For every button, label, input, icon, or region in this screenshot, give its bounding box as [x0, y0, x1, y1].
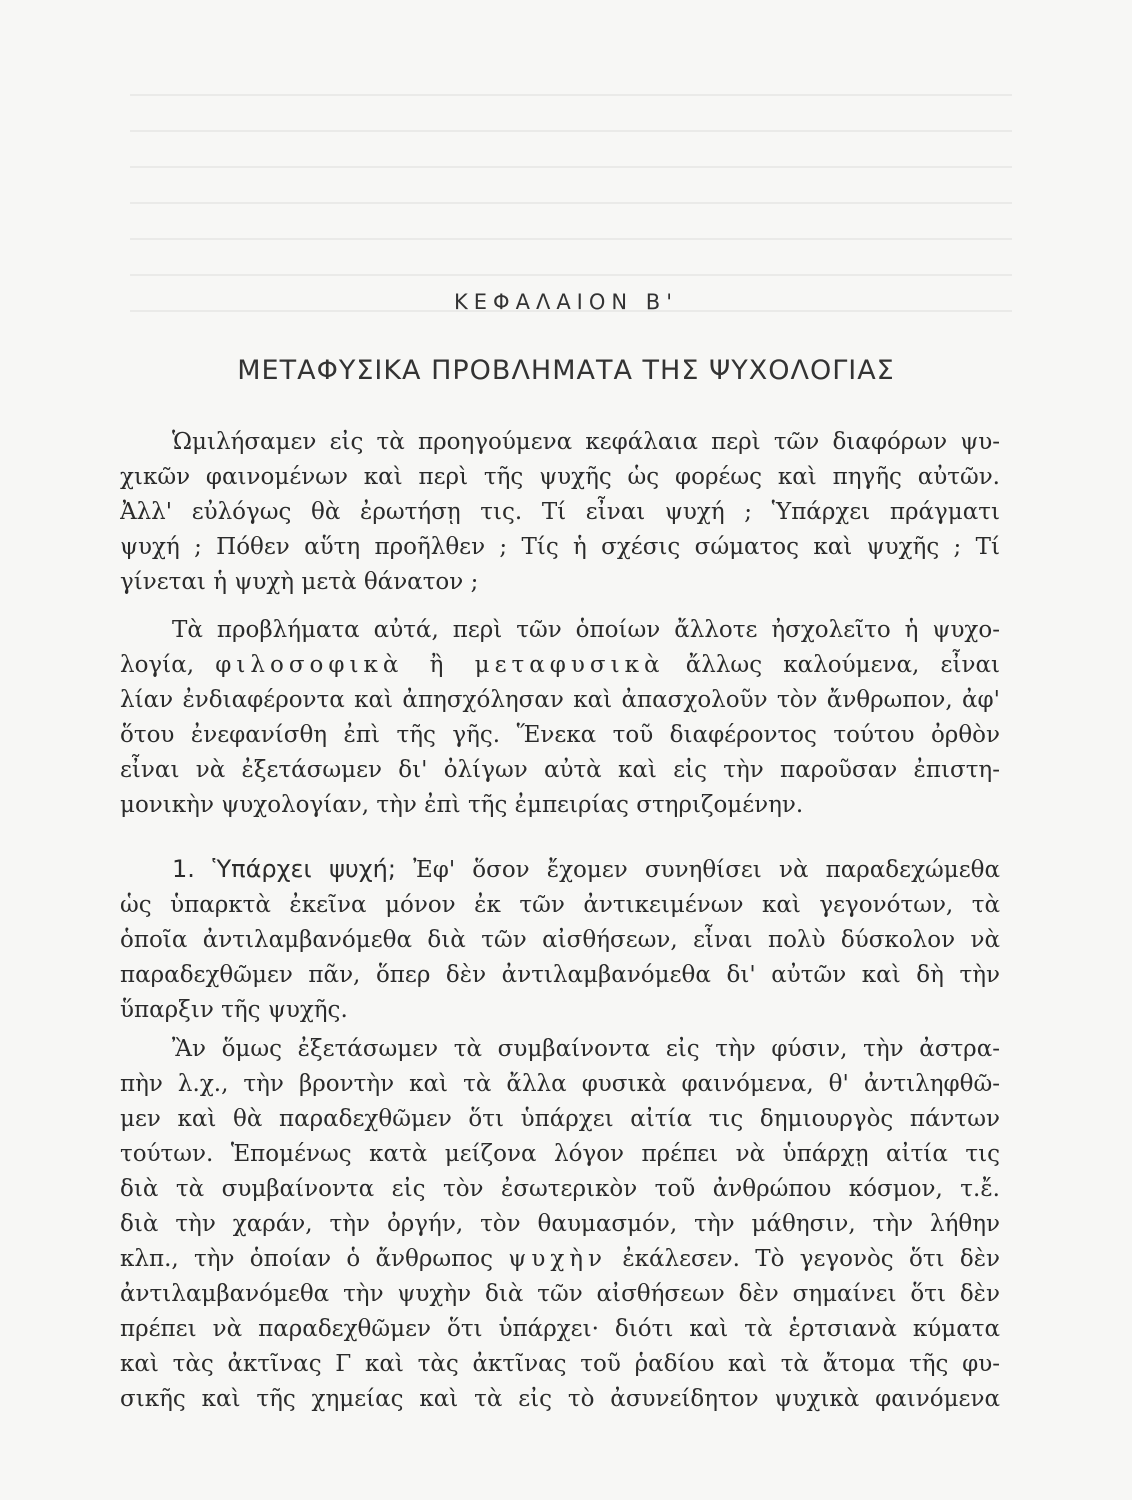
bleed-through-shadow: [130, 60, 1012, 320]
section-heading: 1. Ὑπάρχει ψυχή;: [172, 855, 396, 883]
text-fragment: Ἐφ' ὅσον ἔχομεν συνηθίσει νὰ παραδεχώμεθα: [413, 857, 1000, 883]
text-line: [120, 852, 1000, 888]
paragraph-intro: [120, 425, 1000, 600]
text-fragment: κλπ., τὴν ὁποίαν ὁ ἄνθρωπος: [120, 1246, 493, 1272]
text-line: τούτων. Ἑπομένως κατὰ μείζονα λόγον πρέπει νὰ ὑπάρχῃ αἰτία τις: [120, 1141, 1000, 1167]
text-line: [120, 1242, 1000, 1277]
text-line: ὕπαρξιν τῆς ψυχῆς.: [120, 997, 348, 1023]
paragraph-nature: [120, 1032, 1000, 1417]
text-line: διὰ τὰ συμβαίνοντα εἰς τὸν ἐσωτερικὸν τοῦ ἀνθρώπου κόσμον, τ.ἔ.: [120, 1176, 1000, 1202]
text-line: μεν καὶ θὰ παραδεχθῶμεν ὅτι ὑπάρχει αἰτία τις δημιουργὸς πάντων: [120, 1106, 1000, 1132]
chapter-heading: ΚΕΦΑΛΑΙΟΝ Β': [454, 290, 678, 314]
section-1: [120, 852, 1000, 1028]
text-fragment: ἄλλως καλούμενα, εἶναι: [685, 652, 1000, 678]
text-line: μονικὴν ψυχολογίαν, τὴν ἐπὶ τῆς ἐμπειρίας στηριζομένην.: [120, 792, 804, 818]
text-line: πρέπει νὰ παραδεχθῶμεν ὅτι ὑπάρχει· διότι καὶ τὰ ἑρτσιανὰ κύματα: [120, 1316, 1000, 1342]
text-line: καὶ τὰς ἀκτῖνας Γ καὶ τὰς ἀκτῖνας τοῦ ῥαδίου καὶ τὰ ἄτομα τῆς φυ-: [120, 1351, 1000, 1377]
text-line: διὰ τὴν χαράν, τὴν ὀργήν, τὸν θαυμασμόν, τὴν μάθησιν, τὴν λήθην: [120, 1211, 1000, 1237]
text-line: Ἀλλ' εὐλόγως θὰ ἐρωτήσῃ τις. Τί εἶναι ψυχή ; Ὑπάρχει πράγματι: [120, 499, 1000, 525]
text-line: εἶναι νὰ ἐξετάσωμεν δι' ὀλίγων αὐτὰ καὶ εἰς τὴν παροῦσαν ἐπιστη-: [120, 757, 1000, 783]
text-line: ὡς ὑπαρκτὰ ἐκεῖνα μόνον ἐκ τῶν ἀντικειμένων καὶ γεγονότων, τὰ: [120, 892, 1000, 918]
chapter-title: ΜΕΤΑΦΥΣΙΚΑ ΠΡΟΒΛΗΜΑΤΑ ΤΗΣ ΨΥΧΟΛΟΓΙΑΣ: [237, 355, 895, 386]
emphasized-text: φιλοσοφικὰ ἢ μεταφυσικὰ: [215, 652, 665, 678]
emphasized-text: ψυχὴν: [508, 1246, 608, 1272]
text-line: ἀντιλαμβανόμεθα τὴν ψυχὴν διὰ τῶν αἰσθήσεων δὲν σημαίνει ὅτι δὲν: [120, 1281, 1000, 1307]
paragraph-problems: [120, 613, 1000, 823]
text-line: Τὰ προβλήματα αὐτά, περὶ τῶν ὁποίων ἄλλοτε ἠσχολεῖτο ἡ ψυχο-: [172, 617, 1000, 643]
text-line: λίαν ἐνδιαφέροντα καὶ ἀπησχόλησαν καὶ ἀπασχολοῦν τὸν ἄνθρωπον, ἀφ': [120, 687, 1000, 713]
text-line: σικῆς καὶ τῆς χημείας καὶ τὰ εἰς τὸ ἀσυνείδητον ψυχικὰ φαινόμενα: [120, 1386, 1000, 1412]
text-fragment: ἐκάλεσεν. Τὸ γεγονὸς ὅτι δὲν: [622, 1246, 1000, 1272]
text-line: παραδεχθῶμεν πᾶν, ὅπερ δὲν ἀντιλαμβανόμεθα δι' αὐτῶν καὶ δὴ τὴν: [120, 962, 1000, 988]
text-line: ψυχή ; Πόθεν αὕτη προῆλθεν ; Τίς ἡ σχέσις σώματος καὶ ψυχῆς ; Τί: [120, 534, 1000, 560]
text-line: ὁποῖα ἀντιλαμβανόμεθα διὰ τῶν αἰσθήσεων, εἶναι πολὺ δύσκολον νὰ: [120, 927, 1000, 953]
text-line: ὅτου ἐνεφανίσθη ἐπὶ τῆς γῆς. Ἕνεκα τοῦ διαφέροντος τούτου ὀρθὸν: [120, 722, 1000, 748]
text-line: Ὡμιλήσαμεν εἰς τὰ προηγούμενα κεφάλαια περὶ τῶν διαφόρων ψυ-: [172, 429, 1000, 455]
text-fragment: λογία,: [120, 652, 195, 678]
text-line: πὴν λ.χ., τὴν βροντὴν καὶ τὰ ἄλλα φυσικὰ φαινόμενα, θ' ἀντιληφθῶ-: [120, 1071, 1000, 1097]
text-line: χικῶν φαινομένων καὶ περὶ τῆς ψυχῆς ὡς φορέως καὶ πηγῆς αὐτῶν.: [120, 464, 1000, 490]
text-line: Ἂν ὅμως ἐξετάσωμεν τὰ συμβαίνοντα εἰς τὴν φύσιν, τὴν ἀστρα-: [172, 1036, 1000, 1062]
text-line: γίνεται ἡ ψυχὴ μετὰ θάνατον ;: [120, 569, 479, 595]
text-line: [120, 648, 1000, 683]
